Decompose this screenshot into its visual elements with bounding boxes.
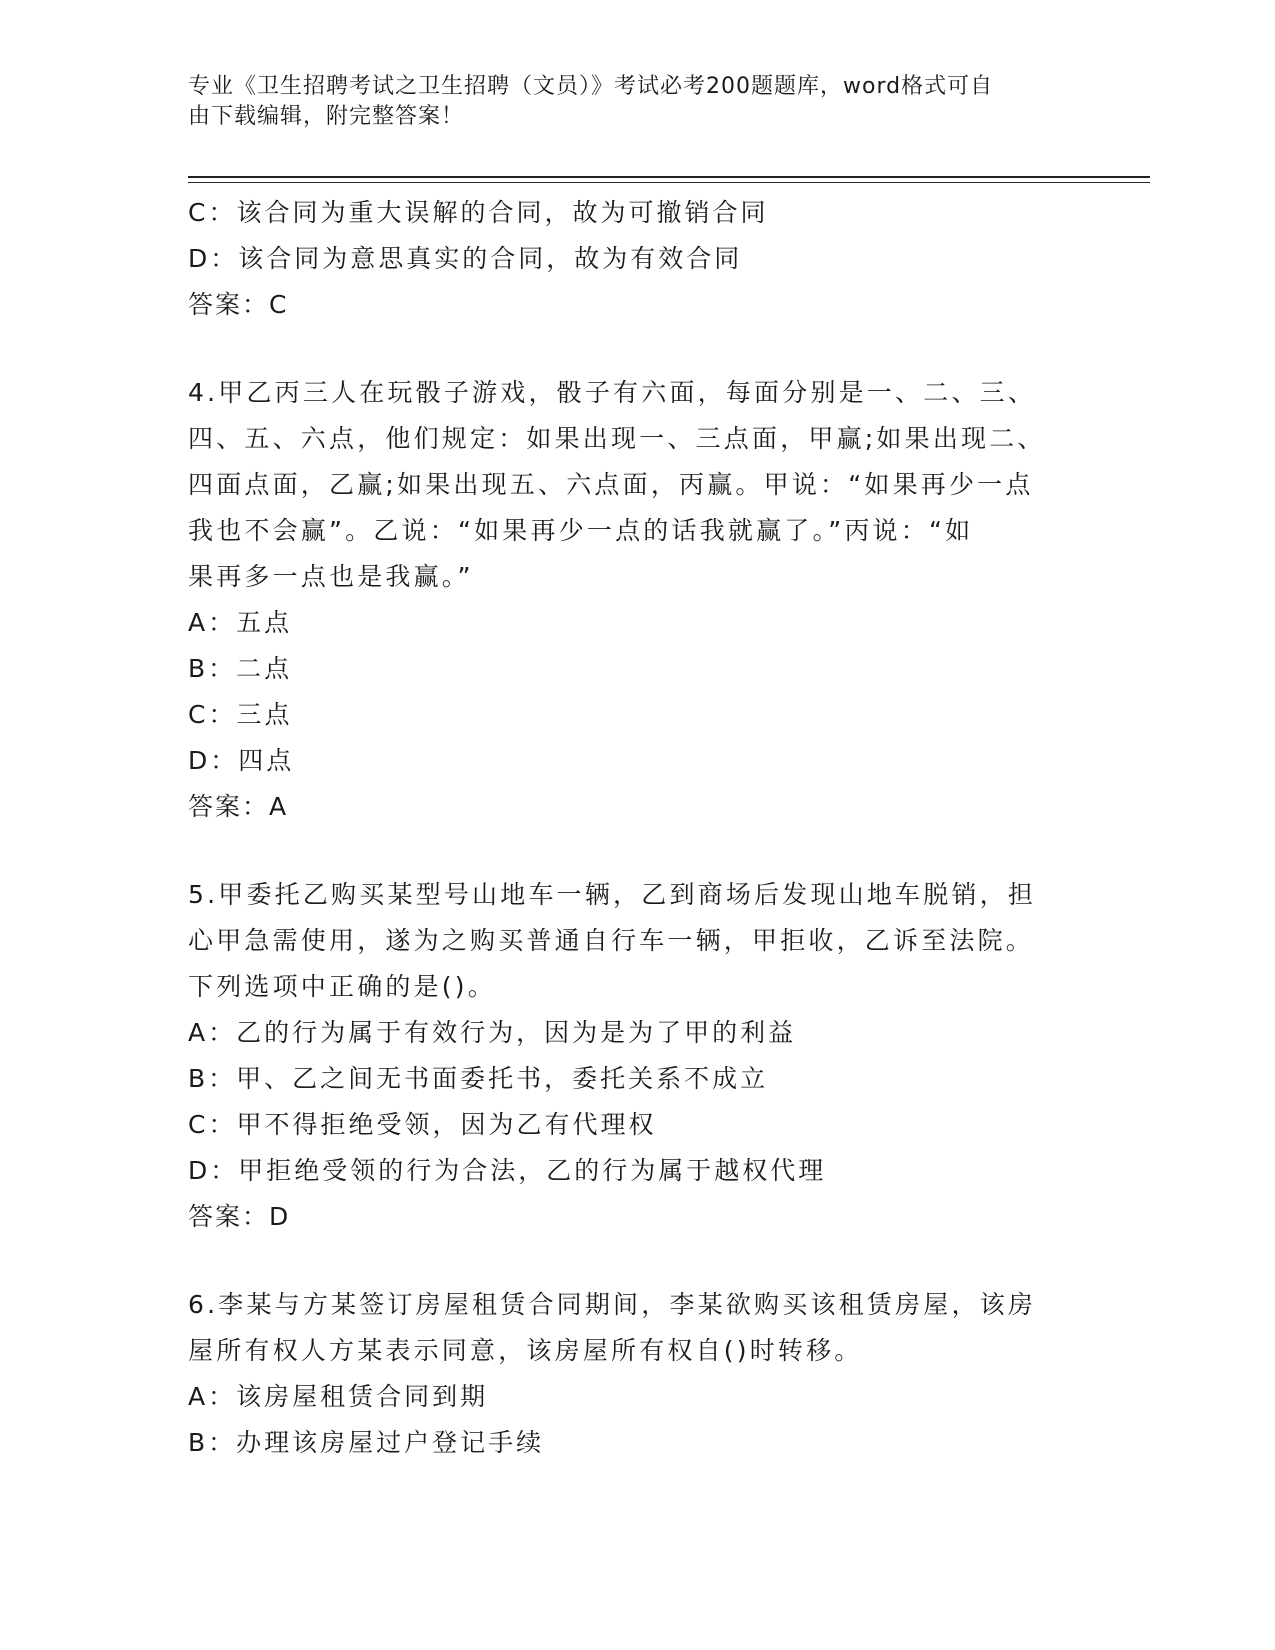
option-b: B：办理该房屋过户登记手续 [188,1428,545,1457]
option-a: A：五点 [188,608,293,637]
question-line: 心甲急需使用，遂为之购买普通自行车一辆，甲拒收，乙诉至法院。 [188,926,1035,955]
header-rule-thick [188,176,1150,178]
question-line: 我也不会赢”。乙说：“如果再少一点的话我就赢了。”丙说：“如 [188,516,974,545]
question-text [188,370,1078,600]
question-line: 下列选项中正确的是()。 [188,972,496,1001]
option-c: C：甲不得拒绝受领，因为乙有代理权 [188,1110,657,1139]
option-c: C：该合同为重大误解的合同，故为可撤销合同 [188,198,769,227]
answer-line: 答案：C [188,290,289,319]
question-line: 四面点面，乙赢;如果出现五、六点面，丙赢。甲说：“如果再少一点 [188,470,1034,499]
question-line: 5.甲委托乙购买某型号山地车一辆，乙到商场后发现山地车脱销，担 [188,880,1037,909]
question-5 [188,872,1078,1240]
option-a: A：该房屋租赁合同到期 [188,1382,489,1411]
document-header [188,72,1068,132]
option-b: B：甲、乙之间无书面委托书，委托关系不成立 [188,1064,769,1093]
question-6 [188,1282,1078,1466]
question-text [188,1282,1078,1374]
question-line: 4.甲乙丙三人在玩骰子游戏，骰子有六面，每面分别是一、二、三、 [188,378,1037,407]
option-c: C：三点 [188,700,293,729]
header-rule-thin [188,182,1150,183]
header-title-line-1: 专业《卫生招聘考试之卫生招聘（文员）》考试必考200题题库，word格式可自 [188,74,994,99]
spacer [188,830,1078,872]
question-line: 6.李某与方某签订房屋租赁合同期间，李某欲购买该租赁房屋，该房 [188,1290,1037,1319]
spacer [188,328,1078,370]
question-text [188,872,1078,1010]
question-line: 屋所有权人方某表示同意，该房屋所有权自()时转移。 [188,1336,863,1365]
question-4 [188,370,1078,830]
document-body [188,190,1078,1466]
option-b: B：二点 [188,654,293,683]
answer-line: 答案：D [188,1202,291,1231]
header-title-line-2: 由下载编辑，附完整答案！ [188,104,465,129]
option-d: D：该合同为意思真实的合同，故为有效合同 [188,244,743,273]
spacer [188,1240,1078,1282]
question-3-tail [188,190,1078,328]
option-a: A：乙的行为属于有效行为，因为是为了甲的利益 [188,1018,797,1047]
option-d: D：四点 [188,746,295,775]
option-d: D：甲拒绝受领的行为合法，乙的行为属于越权代理 [188,1156,827,1185]
question-line: 果再多一点也是我赢。” [188,562,474,591]
question-line: 四、五、六点，他们规定：如果出现一、三点面，甲赢;如果出现二、 [188,424,1046,453]
answer-line: 答案：A [188,792,289,821]
